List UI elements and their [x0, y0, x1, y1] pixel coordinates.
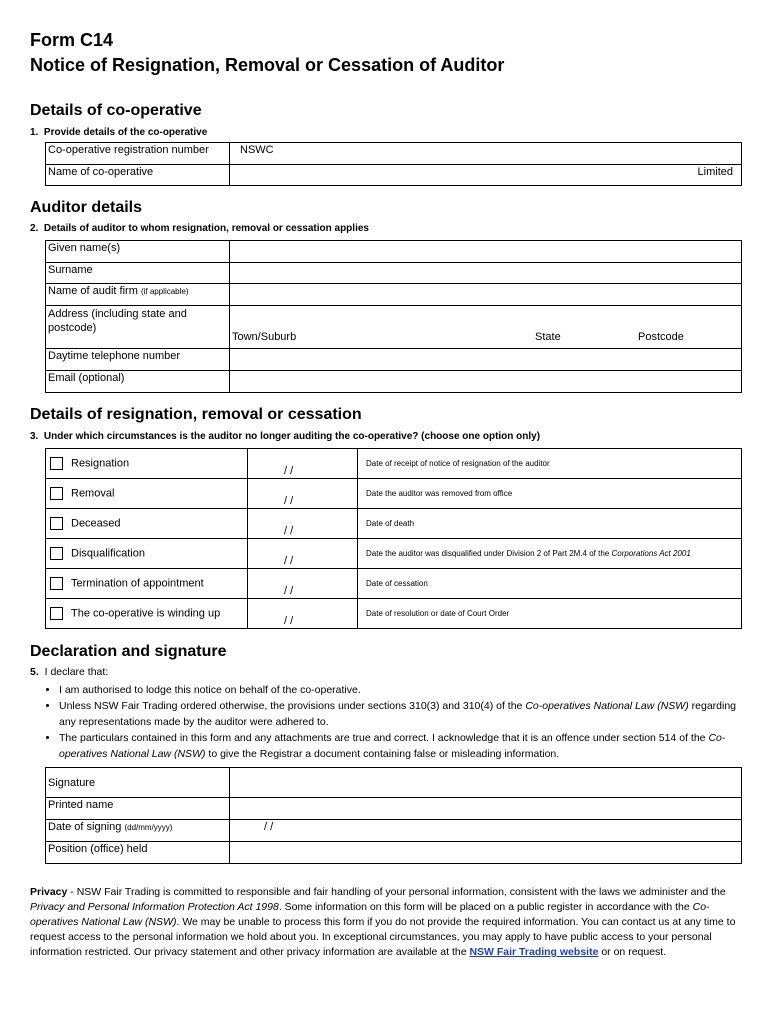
declaration-item [59, 698, 745, 730]
option-winding-up[interactable] [46, 599, 248, 629]
form-code: Form C14 [30, 30, 114, 50]
date-signing-text: Date of signing [48, 821, 122, 833]
declaration-item [59, 730, 745, 762]
question-1 [30, 127, 207, 138]
reg-number-field[interactable]: NSWC [230, 143, 742, 165]
declaration-list [45, 682, 745, 762]
given-name-label: Given name(s) [46, 241, 230, 263]
date-field[interactable]: / / [248, 539, 358, 569]
option-desc: Date the auditor was removed from office [358, 479, 742, 509]
question-3 [30, 431, 540, 442]
question-number: 2. [30, 223, 39, 234]
audit-firm-field[interactable] [230, 284, 742, 306]
option-desc-text: Date the auditor was disqualified under Division 2 of Part 2M.4 of the [366, 548, 610, 558]
declaration-item: • I am authorised to lodge this notice on behalf of the co-operative. [59, 682, 745, 698]
printed-name-field[interactable] [230, 798, 742, 820]
checkbox-termination[interactable] [50, 577, 63, 590]
question-text: I declare that: [44, 666, 109, 678]
question-number: 5. [30, 666, 39, 678]
option-desc [358, 539, 742, 569]
option-desc: Date of receipt of notice of resignation of the auditor [358, 449, 742, 479]
postcode-label: Postcode [638, 331, 684, 343]
question-text: Provide details of the co-operative [43, 127, 208, 138]
option-desc: Date of resolution or date of Court Order [358, 599, 742, 629]
email-field[interactable] [230, 371, 742, 393]
printed-name-label: Printed name [46, 798, 230, 820]
privacy-text: . Some information on this form will be placed on a public register in accordance with the [278, 901, 690, 913]
option-row [46, 449, 742, 479]
form-title: Notice of Resignation, Removal or Cessation of Auditor [30, 55, 505, 75]
date-field[interactable]: / / [248, 569, 358, 599]
option-label: Resignation [71, 457, 130, 470]
phone-label: Daytime telephone number [46, 349, 230, 371]
given-name-field[interactable] [230, 241, 742, 263]
audit-firm-label [46, 284, 230, 306]
question-text: Under which circumstances is the auditor no longer auditing the co-operative? (choose one option only) [43, 431, 541, 442]
section3-heading: Details of resignation, removal or cessation [30, 406, 362, 423]
privacy-label: Privacy [30, 886, 68, 898]
option-desc: Date of cessation [358, 569, 742, 599]
town-label: Town/Suburb [232, 331, 297, 343]
audit-firm-text: Name of audit firm [48, 285, 138, 297]
option-row [46, 599, 742, 629]
privacy-text: . We may be unable to process this form if you do not provide the required information. You can contact us at any time to request access to the personal information we hold about you. In exceptional circumstances, you may apply to have public access to your personal information restricted. Our privacy statement and other privacy information are available at the [30, 916, 736, 958]
declaration-italic: Co-operatives National Law (NSW) [59, 732, 726, 760]
coop-details-table [45, 142, 742, 186]
declaration-text: regarding any representations made by the auditor were adhered to. [59, 700, 737, 728]
option-desc-italic: Corporations Act 2001 [611, 548, 691, 558]
phone-field[interactable] [230, 349, 742, 371]
date-field[interactable]: / / [248, 449, 358, 479]
auditor-details-table [45, 240, 742, 393]
privacy-notice [30, 885, 744, 960]
declaration-text: The particulars contained in this form and any attachments are true and correct. I acknowledge that it is an offence under section 514 of the [59, 732, 706, 744]
email-label: Email (optional) [46, 371, 230, 393]
position-label: Position (office) held [46, 842, 230, 864]
section4-heading: Declaration and signature [30, 643, 227, 660]
privacy-act-name: Privacy and Personal Information Protection Act 1998 [30, 901, 279, 913]
date-field[interactable]: / / [248, 479, 358, 509]
declaration-italic: Co-operatives National Law (NSW) [525, 700, 689, 712]
declaration-text: Unless NSW Fair Trading ordered otherwise, the provisions under sections 310(3) and 310(4) of the [59, 700, 523, 712]
coop-name-label: Name of co-operative [46, 165, 230, 186]
option-label: Deceased [71, 517, 121, 530]
question-2 [30, 223, 369, 234]
question-5 [30, 666, 108, 678]
option-label: The co-operative is winding up [71, 607, 221, 620]
date-format-note: (dd/mm/yyyy) [124, 823, 173, 832]
date-field[interactable]: / / [248, 599, 358, 629]
privacy-text: or on request. [601, 946, 667, 958]
date-signing-label [46, 820, 230, 842]
option-desc: Date of death [358, 509, 742, 539]
checkbox-removal[interactable] [50, 487, 63, 500]
address-field[interactable] [230, 306, 742, 349]
signature-label: Signature [46, 768, 230, 798]
circumstances-table [45, 448, 742, 629]
option-row [46, 479, 742, 509]
option-deceased[interactable] [46, 509, 248, 539]
checkbox-resignation[interactable] [50, 457, 63, 470]
checkbox-winding-up[interactable] [50, 607, 63, 620]
option-label: Disqualification [71, 547, 145, 560]
section2-heading: Auditor details [30, 199, 143, 216]
signature-field[interactable] [230, 768, 742, 798]
date-signing-field[interactable]: / / [230, 820, 742, 842]
surname-field[interactable] [230, 263, 742, 284]
declaration-text: to give the Registrar a document containing false or misleading information. [208, 748, 560, 760]
checkbox-deceased[interactable] [50, 517, 63, 530]
option-row [46, 509, 742, 539]
reg-number-label: Co-operative registration number [46, 143, 230, 165]
date-field[interactable]: / / [248, 509, 358, 539]
option-disqualification[interactable] [46, 539, 248, 569]
surname-label: Surname [46, 263, 230, 284]
privacy-text: - NSW Fair Trading is committed to responsible and fair handling of your personal information, consistent with the laws we administer and the [67, 886, 726, 898]
option-label: Termination of appointment [71, 577, 204, 590]
fair-trading-website-link[interactable]: NSW Fair Trading website [469, 946, 599, 958]
option-resignation[interactable] [46, 449, 248, 479]
option-row [46, 539, 742, 569]
section1-heading: Details of co-operative [30, 102, 202, 119]
position-field[interactable] [230, 842, 742, 864]
option-termination[interactable] [46, 569, 248, 599]
option-removal[interactable] [46, 479, 248, 509]
privacy-law-name: Co-operatives National Law (NSW) [30, 901, 710, 928]
state-label: State [535, 331, 561, 343]
question-number: 1. [30, 127, 39, 138]
signature-table [45, 767, 742, 864]
question-number: 3. [30, 431, 39, 442]
question-text: Details of auditor to whom resignation, removal or cessation applies [43, 223, 369, 234]
coop-name-field[interactable]: Limited [230, 165, 742, 186]
checkbox-disqualification[interactable] [50, 547, 63, 560]
address-label: Address (including state and postcode) [46, 306, 230, 349]
option-label: Removal [71, 487, 115, 500]
audit-firm-note: (if applicable) [140, 287, 189, 296]
option-row [46, 569, 742, 599]
